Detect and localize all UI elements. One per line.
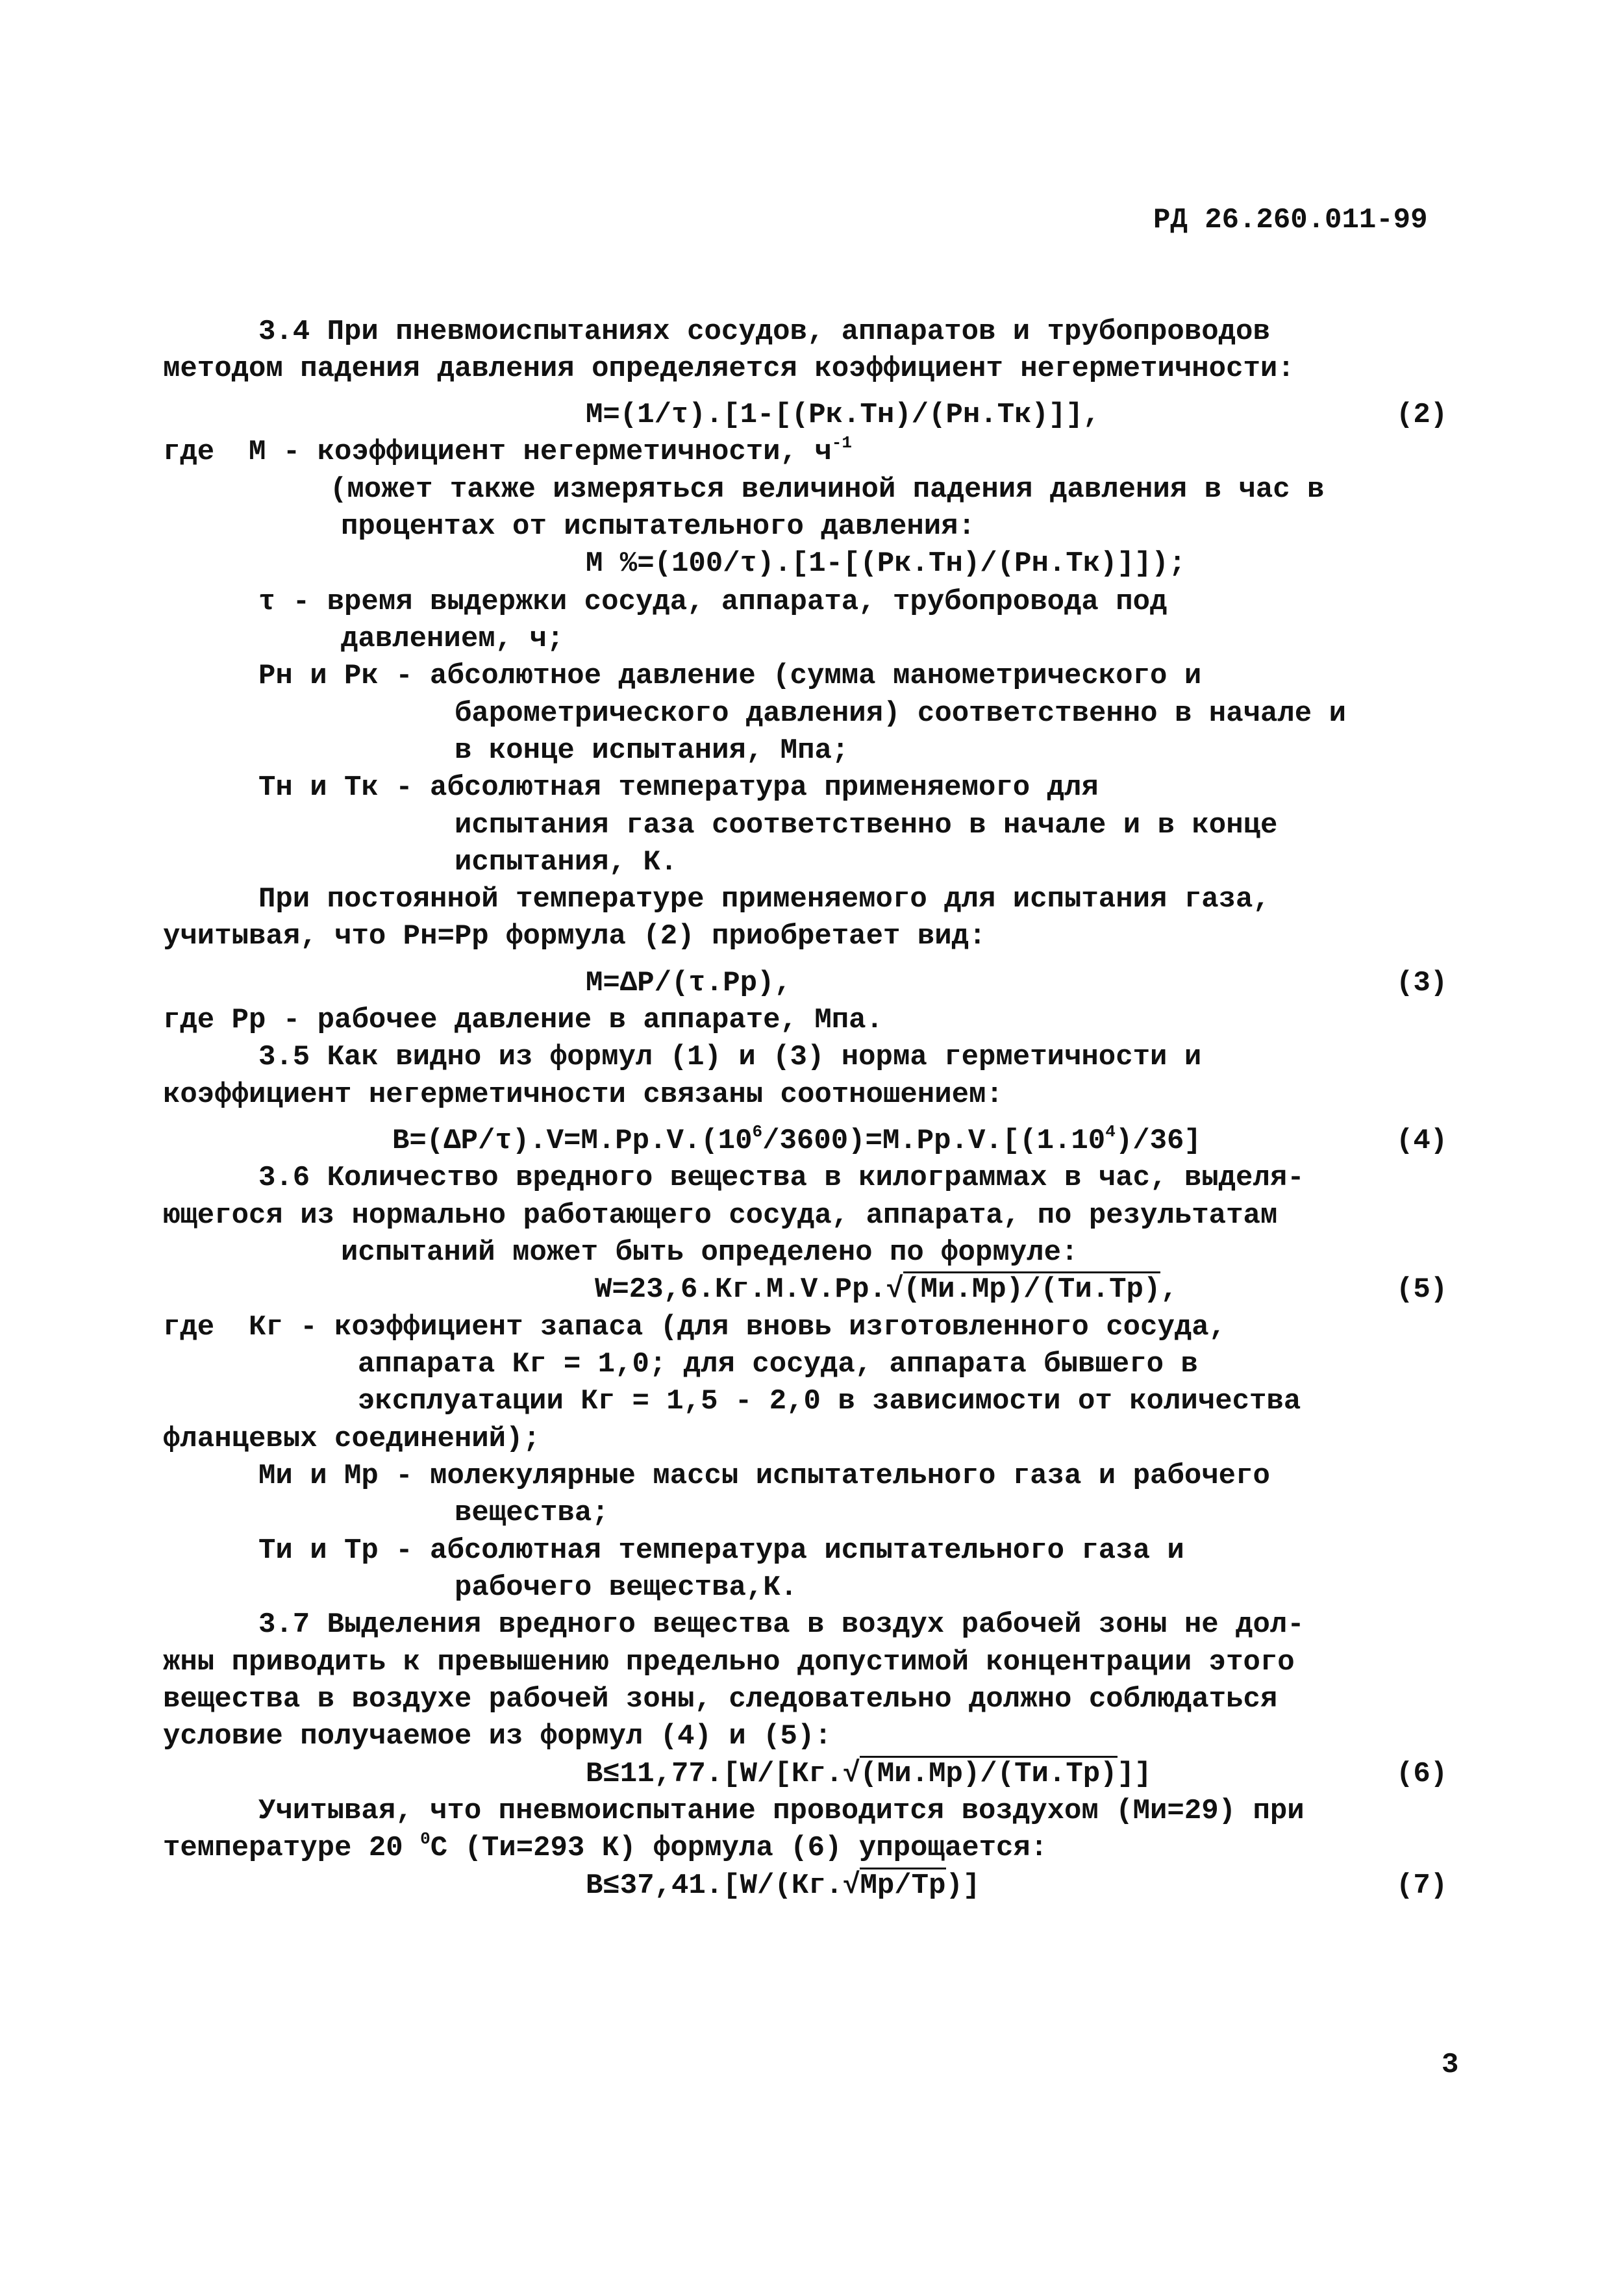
- formula-4: $В=(\Delta Р/\tau).V=М.Рр.V.(10^6/3600)=М.Рр.V.[(1.10^4)/36]$: [392, 1122, 1201, 1157]
- text-line: фланцевых соединений);: [163, 1423, 540, 1455]
- text-line: давлением, ч;: [341, 623, 564, 655]
- superscript: 0: [420, 1829, 431, 1849]
- formula-number: (5): [1396, 1273, 1448, 1306]
- text-line: в конце испытания, Мпа;: [455, 734, 849, 767]
- text-line: коэффициент негерметичности связаны соотношением:: [163, 1079, 1003, 1111]
- formula-number: (7): [1396, 1869, 1448, 1902]
- formula-number: (3): [1396, 967, 1448, 999]
- text-line: испытания газа соответственно в начале и в конце: [455, 809, 1278, 842]
- text-line: Рн и Рк - абсолютное давление (сумма манометрического и: [258, 660, 1202, 692]
- formula-number: (6): [1396, 1758, 1448, 1790]
- text-line: Ми и Мр - молекулярные массы испытательного газа и рабочего: [258, 1460, 1270, 1492]
- text-line: испытаний может быть определено по формуле:: [341, 1236, 1079, 1269]
- formula-2: М=(1/τ).[1-[(Рк.Тн)/(Рн.Тк)]],: [586, 399, 1101, 431]
- formula-5: W=23,6.Кг.М.V.Рр.√(Ми.Мр)/(Ти.Тр),: [595, 1271, 1178, 1308]
- text-line: жны приводить к превышению предельно допустимой концентрации этого: [163, 1646, 1295, 1679]
- text-line: 3.4 При пневмоиспытаниях сосудов, аппаратов и трубопроводов: [258, 316, 1270, 348]
- formula-number: (4): [1396, 1125, 1448, 1157]
- text-line: вещества в воздухе рабочей зоны, следовательно должно соблюдаться: [163, 1683, 1278, 1716]
- page-number: 3: [1442, 2049, 1459, 2081]
- text-line: условие получаемое из формул (4) и (5):: [163, 1720, 832, 1753]
- formula-7: В≤37,41.[W/(Кг.√Мр/Тр)]: [586, 1868, 980, 1904]
- radical-bar: Мр/Тр: [860, 1868, 945, 1902]
- text-line: аппарата Кг = 1,0; для сосуда, аппарата бывшего в: [358, 1348, 1198, 1381]
- text-line: вещества;: [455, 1497, 609, 1529]
- text-line: ющегося из нормально работающего сосуда, аппарата, по результатам: [163, 1199, 1278, 1232]
- text-line: где Кг - коэффициент запаса (для вновь изготовленного сосуда,: [163, 1311, 1227, 1343]
- text-line: При постоянной температуре применяемого для испытания газа,: [258, 883, 1270, 916]
- text-line: Ти и Тр - абсолютная температура испытательного газа и: [258, 1534, 1184, 1567]
- formula-6: В≤11,77.[W/[Кг.√(Ми.Мр)/(Ти.Тр)]]: [586, 1756, 1151, 1792]
- text-line: барометрического давления) соответственно в начале и: [455, 697, 1347, 730]
- document-id: РД 26.260.011-99: [1153, 204, 1428, 236]
- superscript: -1: [831, 433, 852, 453]
- text-line: процентах от испытательного давления:: [341, 510, 975, 543]
- superscript: 4: [1105, 1122, 1116, 1142]
- text-line: (может также измеряться величиной падения давления в час в: [330, 473, 1325, 506]
- text-line: 3.6 Количество вредного вещества в килограммах в час, выделя-: [258, 1162, 1305, 1194]
- text-line: 3.7 Выделения вредного вещества в воздух рабочей зоны не дол-: [258, 1608, 1305, 1641]
- formula-number: (2): [1396, 399, 1448, 431]
- text-line: эксплуатации Кг = 1,5 - 2,0 в зависимости от количества: [358, 1385, 1301, 1418]
- text-line: где Рр - рабочее давление в аппарате, Мпа.: [163, 1004, 883, 1036]
- formula-percent: М %=(100/τ).[1-[(Рк.Тн)/(Рн.Тк)]]);: [586, 547, 1186, 580]
- text-line: где М - коэффициент негерметичности, $ч^{-1}$: [163, 433, 852, 468]
- radical-bar: (Ми.Мр)/(Ти.Тр): [860, 1756, 1117, 1790]
- text-line: испытания, К.: [455, 846, 678, 879]
- radical-bar: (Ми.Мр)/(Ти.Тр): [903, 1271, 1160, 1306]
- text-line: учитывая, что Рн=Рр формула (2) приобретает вид:: [163, 920, 986, 953]
- text-line: Учитывая, что пневмоиспытание проводится воздухом (Ми=29) при: [258, 1795, 1305, 1827]
- text-line: 3.5 Как видно из формул (1) и (3) норма герметичности и: [258, 1041, 1202, 1073]
- formula-3: М=ΔР/(τ.Рр),: [586, 967, 792, 999]
- text-line: τ - время выдержки сосуда, аппарата, трубопровода под: [258, 586, 1168, 618]
- superscript: 6: [752, 1122, 763, 1142]
- text-line: Тн и Тк - абсолютная температура применяемого для: [258, 771, 1099, 804]
- text-line: температуре 20 $^0$С (Ти=293 К) формула (6) упрощается:: [163, 1829, 1048, 1864]
- text-line: методом падения давления определяется коэффициент негерметичности:: [163, 353, 1295, 385]
- text-line: рабочего вещества,К.: [455, 1571, 798, 1604]
